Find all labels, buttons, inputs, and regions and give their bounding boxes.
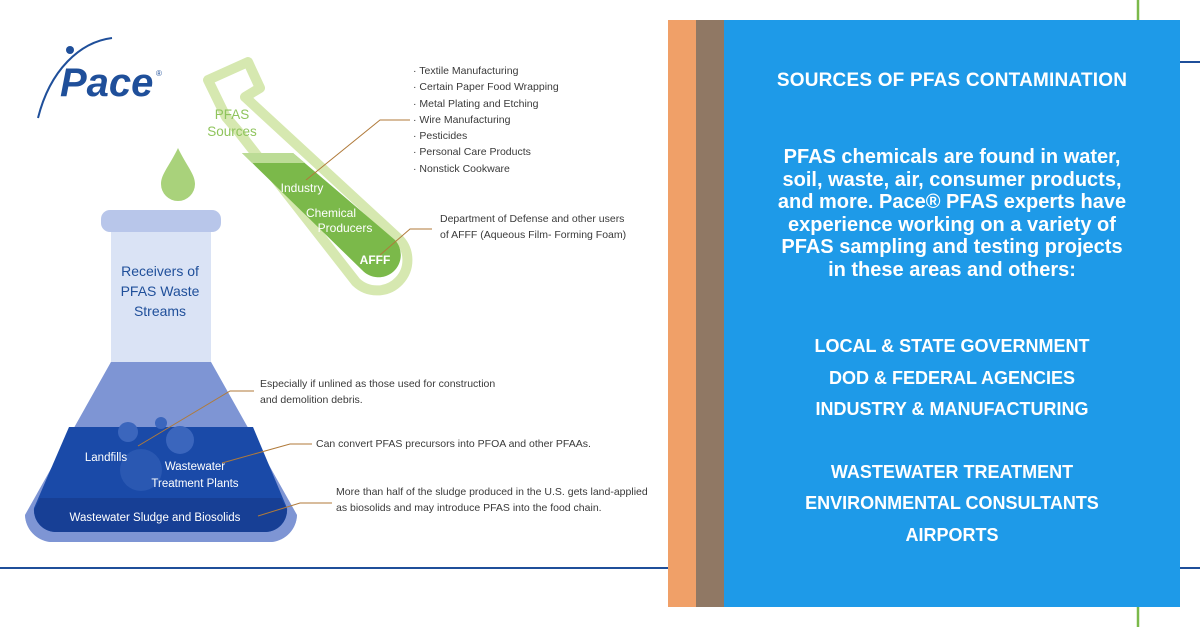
sector-item: WASTEWATER TREATMENT — [830, 461, 1074, 482]
droplet-shape — [161, 148, 195, 201]
panel-title: SOURCES OF PFAS CONTAMINATION — [776, 70, 1128, 91]
tube-label-producers: Producers — [317, 221, 373, 235]
body-line: and more. Pace® PFAS experts have — [777, 191, 1127, 214]
flask-label-treatment-plants: Treatment Plants — [151, 478, 239, 490]
pace-logo — [38, 38, 162, 118]
list-item: · Wire Manufacturing — [413, 113, 511, 126]
body-line: soil, waste, air, consumer products, — [782, 168, 1122, 191]
list-item: · Metal Plating and Etching — [413, 97, 539, 110]
body-line: PFAS chemicals are found in water, — [783, 146, 1121, 168]
note-line: as biosolids and may introduce PFAS into the food chain. — [336, 502, 602, 515]
body-line: PFAS sampling and testing projects — [781, 236, 1123, 259]
flask-label-landfills: Landfills — [84, 452, 128, 464]
note-line: and demolition debris. — [260, 394, 363, 407]
note-line: Department of Defense and other users — [440, 213, 625, 225]
note-line: More than half of the sludge produced in the U.S. gets land-applied — [336, 486, 648, 498]
flask-rim — [101, 210, 221, 232]
sector-list — [724, 331, 1180, 551]
orange-stripe — [668, 20, 698, 607]
logo-dot — [66, 46, 74, 54]
list-item: · Textile Manufacturing — [413, 65, 519, 77]
body-line: in these areas and others: — [828, 258, 1076, 281]
logo-registered: ® — [156, 69, 162, 78]
list-item: · Certain Paper Food Wrapping — [413, 81, 559, 94]
list-item: · Pesticides — [413, 130, 468, 143]
flask-label-receivers: Receivers of — [121, 263, 199, 279]
bubble — [118, 422, 138, 442]
sector-item: INDUSTRY & MANUFACTURING — [815, 399, 1089, 419]
logo-text: Pace — [60, 61, 154, 105]
tube-label-afff: AFFF — [359, 253, 391, 267]
flask-label-streams: Streams — [133, 303, 187, 319]
flask — [25, 210, 297, 542]
wastewater-note — [316, 436, 591, 452]
note-line: Especially if unlined as those used for construction — [260, 378, 496, 390]
sludge-note — [336, 484, 648, 517]
tube-label-chemical: Chemical — [305, 206, 357, 220]
landfill-note — [260, 376, 495, 409]
sector-gap — [724, 426, 1180, 457]
sector-item: ENVIRONMENTAL CONSULTANTS — [805, 493, 1099, 513]
flask-label-wastewater: Wastewater — [164, 461, 226, 473]
industry-list — [413, 63, 559, 177]
flask-label-pfas-waste: PFAS Waste — [120, 283, 200, 299]
note-line: of AFFF (Aqueous Film- Forming Foam) — [440, 229, 627, 242]
tube-label-industry: Industry — [280, 181, 324, 195]
panel-body — [724, 146, 1180, 282]
sector-item: AIRPORTS — [905, 524, 999, 545]
flask-label-sludge: Wastewater Sludge and Biosolids — [69, 512, 241, 524]
sector-item: LOCAL & STATE GOVERNMENT — [814, 336, 1090, 356]
list-item: · Personal Care Products — [413, 146, 531, 159]
body-line: experience working on a variety of — [788, 213, 1116, 236]
bubble — [155, 417, 167, 429]
sector-item: DOD & FEDERAL AGENCIES — [828, 367, 1076, 388]
tube-label-sources: Sources — [207, 124, 257, 139]
brown-stripe — [696, 20, 724, 607]
list-item: · Nonstick Cookware — [413, 162, 510, 175]
afff-note — [440, 211, 626, 244]
tube-label-pfas: PFAS — [214, 107, 250, 122]
note-line: Can convert PFAS precursors into PFOA and other PFAAs. — [316, 438, 591, 450]
bubble — [166, 426, 194, 454]
